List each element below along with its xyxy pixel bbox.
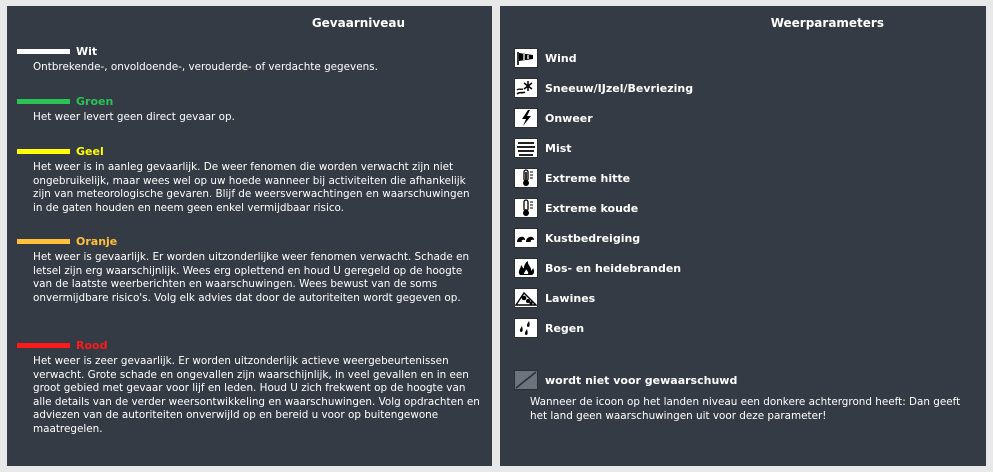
level-description: Het weer is gevaarlijk. Er worden uitzonderlijke weer fenomen verwacht. Schade en letsel zijn erg waarschijnlijk. Wees erg oplettend en houd U geregeld op de hoogte van de laatste weerberichten en waarschuwingen. Wees bewust van de soms onvermijdbare risico's. Volg elk advies dat door de autoriteiten wordt gegeven op. xyxy=(33,251,470,304)
param-extreme-cold xyxy=(514,197,638,219)
weather-parameters-title: Weerparameters xyxy=(770,16,884,30)
level-name: Rood xyxy=(76,338,108,352)
danger-level-panel xyxy=(7,6,492,466)
param-snow-ice xyxy=(514,77,693,99)
green-swatch xyxy=(17,99,70,104)
param-thunderstorm xyxy=(514,107,593,129)
weather-parameters-panel xyxy=(500,6,986,466)
param-forest-fire xyxy=(514,257,681,279)
param-label: Extreme koude xyxy=(545,201,639,215)
level-name: Geel xyxy=(76,144,104,158)
param-extreme-heat xyxy=(514,167,630,189)
coastal-wave-icon xyxy=(514,228,538,248)
param-label: Onweer xyxy=(545,111,593,125)
level-green xyxy=(17,94,482,125)
rain-icon xyxy=(514,318,538,338)
cold-thermometer-icon xyxy=(514,198,538,218)
level-description: Het weer levert geen direct gevaar op. xyxy=(33,111,235,123)
param-fog xyxy=(514,137,572,159)
param-label: Wind xyxy=(545,51,577,65)
param-label: Regen xyxy=(545,321,585,335)
no-warning-legend xyxy=(514,370,737,390)
param-label: Mist xyxy=(545,141,572,155)
no-warning-description: Wanneer de icoon op het landen niveau een donkere achtergrond heeft: Dan geeft het land geen waarschuwingen uit voor deze parameter! xyxy=(530,396,961,422)
level-white xyxy=(17,44,482,75)
avalanche-icon xyxy=(514,288,538,308)
orange-swatch xyxy=(17,239,70,244)
level-red xyxy=(17,338,482,436)
no-warning-icon xyxy=(514,370,538,390)
snow-ice-icon xyxy=(514,78,538,98)
param-label: Kustbedreiging xyxy=(545,231,641,245)
param-label: Bos- en heidebranden xyxy=(545,261,682,275)
white-swatch xyxy=(17,49,70,54)
danger-level-title: Gevaarniveau xyxy=(311,16,405,30)
yellow-swatch xyxy=(17,149,70,154)
level-description: Het weer is zeer gevaarlijk. Er worden uitzonderlijk actieve weergebeurtenissen verwacht. Grote schade en ongevallen zijn waarschijnlijk, in veel gevallen en in een groot gebied met gevaar voor lijf en leden. Houd U zich frekwent op de hoogte van alle details van de verder weersontwikkeling en waarschuwingen. Volg opdrachten en adviezen van de autoriteiten onverwijld op en bereid u voor op buitengewone maatregelen. xyxy=(33,355,480,435)
fog-icon xyxy=(514,138,538,158)
param-label: Extreme hitte xyxy=(545,171,631,185)
forest-fire-icon xyxy=(514,258,538,278)
no-warning-label: wordt niet voor gewaarschuwd xyxy=(545,373,738,387)
level-name: Wit xyxy=(76,44,98,58)
thunderstorm-icon xyxy=(514,108,538,128)
param-wind xyxy=(514,47,577,69)
param-avalanche xyxy=(514,287,595,309)
level-description: Ontbrekende-, onvoldoende-, verouderde- of verdachte gegevens. xyxy=(33,61,378,73)
level-yellow xyxy=(17,144,482,215)
level-name: Groen xyxy=(76,94,114,108)
red-swatch xyxy=(17,343,70,348)
level-name: Oranje xyxy=(76,234,118,248)
level-description: Het weer is in aanleg gevaarlijk. De weer fenomen die worden verwacht zijn niet ongebruikelijk, maar wees wel op uw hoede wanneer bij activiteiten die afhankelijk zijn van meteorologische gevaren. Blijf de weersverwachtingen en waarschuwingen in de gaten houden en neem geen enkel vermijdbaar risico. xyxy=(33,161,470,214)
level-orange xyxy=(17,234,482,305)
param-rain xyxy=(514,317,584,339)
heat-thermometer-icon xyxy=(514,168,538,188)
param-label: Lawines xyxy=(545,291,596,305)
param-label: Sneeuw/IJzel/Bevriezing xyxy=(545,81,694,95)
param-coastal xyxy=(514,227,640,249)
wind-icon xyxy=(514,48,538,68)
